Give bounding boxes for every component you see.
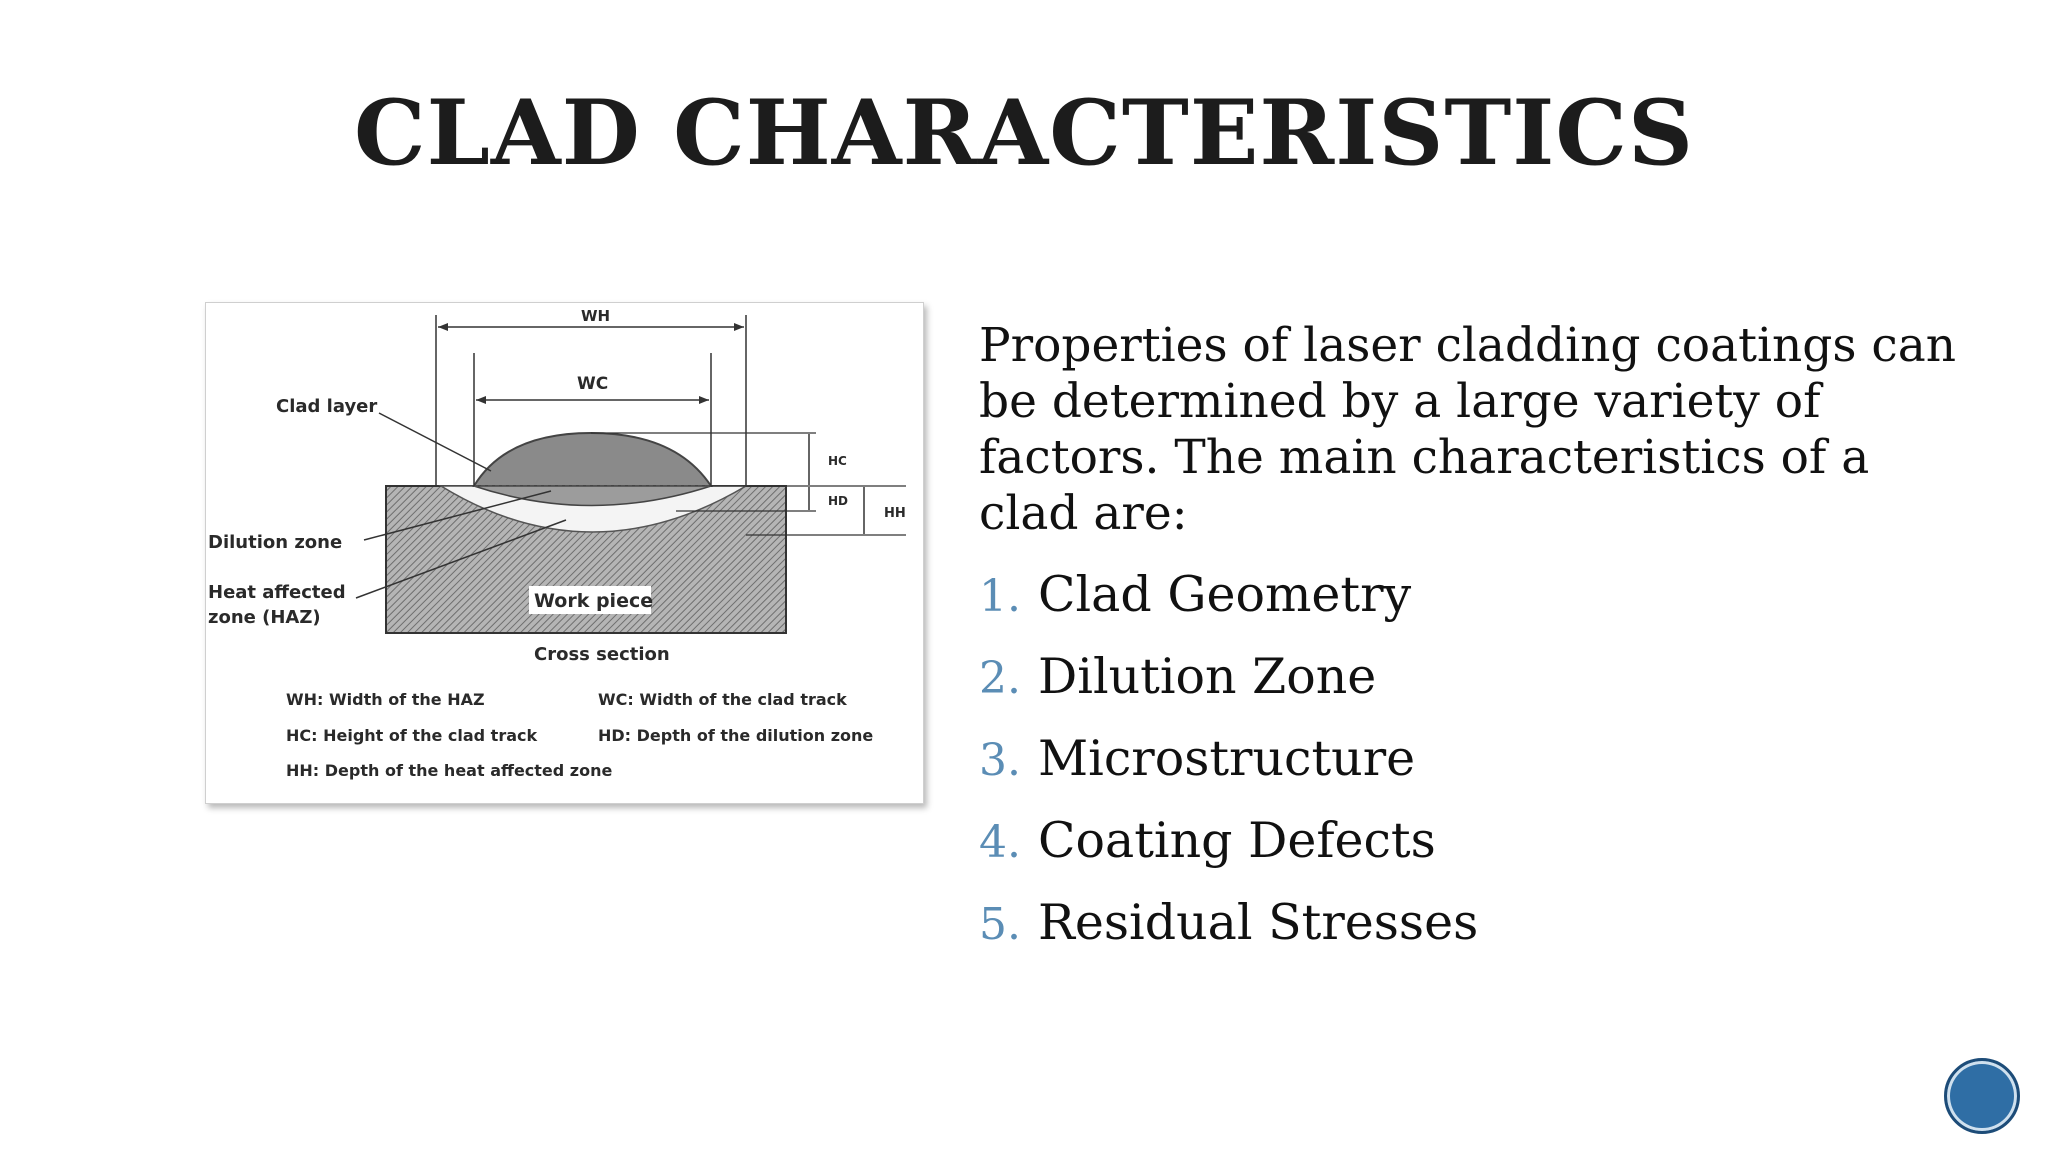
list-item [979, 812, 1478, 894]
list-text: Microstructure [1038, 730, 1416, 787]
list-item [979, 566, 1478, 648]
list-number: 5. [979, 899, 1021, 950]
hc-label: HC [828, 454, 847, 468]
list-item [979, 648, 1478, 730]
list-number: 3. [979, 735, 1021, 786]
list-number: 4. [979, 817, 1021, 868]
list-number: 1. [979, 571, 1021, 622]
clad-cross-section-figure [205, 302, 924, 804]
list-text: Clad Geometry [1038, 566, 1412, 623]
legend-item-hc: HC: Height of the clad track [286, 726, 538, 745]
list-item [979, 730, 1478, 812]
heat-affected-label-line1: Heat affected [208, 582, 346, 603]
wc-label: WC [577, 374, 609, 394]
wh-label: WH [581, 307, 611, 325]
hd-label: HD [828, 494, 849, 508]
work-piece-label: Work piece [534, 590, 654, 612]
slide-nav-badge[interactable] [1944, 1058, 2020, 1134]
list-text: Dilution Zone [1038, 648, 1377, 705]
legend-item-hh: HH: Depth of the heat affected zone [286, 761, 613, 780]
list-text: Coating Defects [1038, 812, 1436, 869]
legend-item-wh: WH: Width of the HAZ [286, 690, 485, 709]
legend-item-hd: HD: Depth of the dilution zone [598, 726, 874, 745]
legend-item-wc: WC: Width of the clad track [598, 690, 847, 709]
clad-layer-label: Clad layer [276, 396, 378, 417]
list-number: 2. [979, 653, 1021, 704]
characteristics-list [979, 566, 1478, 976]
list-item [979, 894, 1478, 976]
dilution-zone-label: Dilution zone [208, 532, 343, 553]
slide-title: CLAD CHARACTERISTICS [353, 80, 1695, 186]
intro-paragraph: Properties of laser cladding coatings can be determined by a large variety of factors. The main characteristics of a clad are: [979, 318, 1957, 541]
list-text: Residual Stresses [1038, 894, 1479, 951]
hh-label: HH [884, 506, 906, 521]
cross-section-label: Cross section [534, 644, 670, 665]
clad-diagram [206, 303, 923, 803]
clad-bead [474, 433, 711, 486]
heat-affected-label-line2: zone (HAZ) [208, 607, 321, 628]
